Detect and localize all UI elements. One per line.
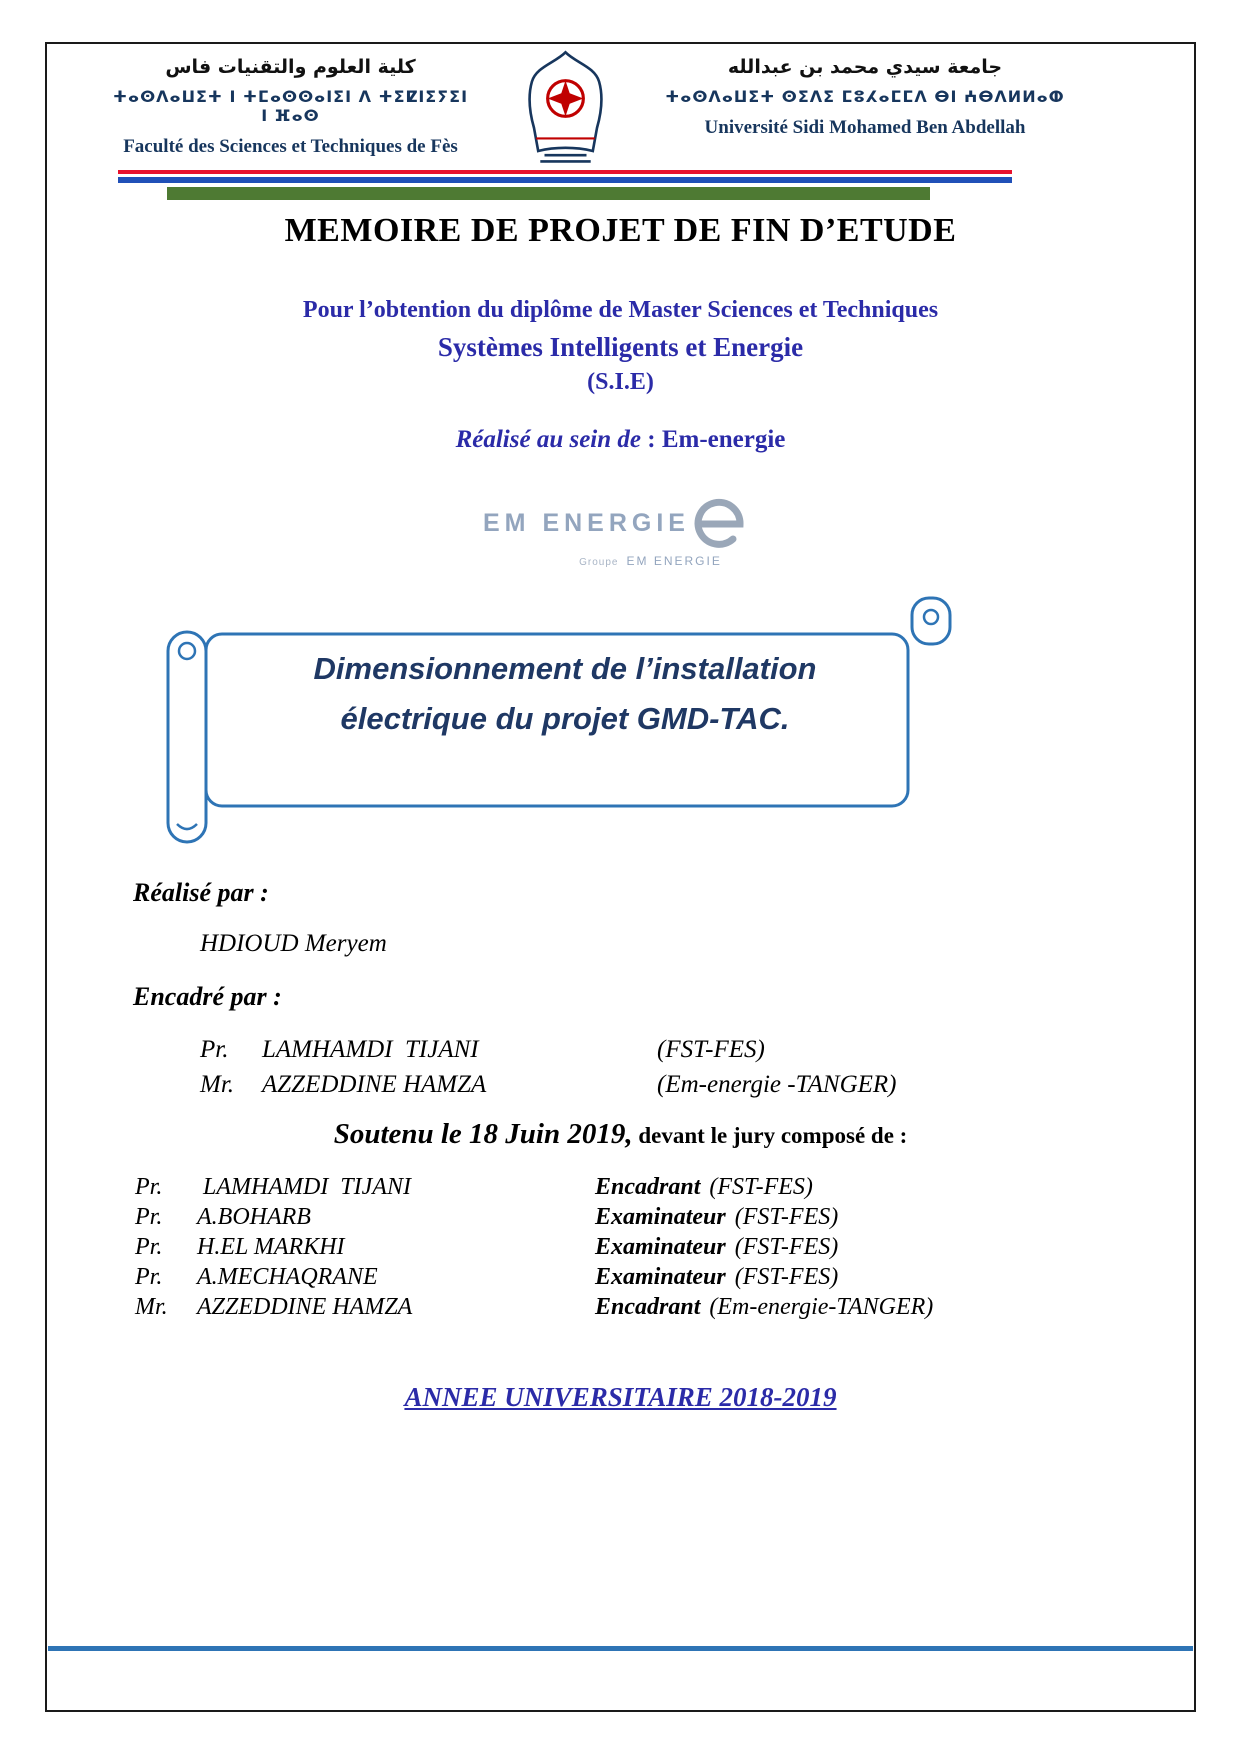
jury-list [135, 1172, 933, 1322]
jury-member-affiliation: (FST-FES) [734, 1204, 839, 1230]
supervisor-name: LAMHAMDI TIJANI [262, 1036, 479, 1063]
academic-year: ANNEE UNIVERSITAIRE 2018-2019 [404, 1382, 837, 1412]
defense-jury-text: devant le jury composé de : [632, 1123, 908, 1148]
degree-line-2: Systèmes Intelligents et Energie [437, 332, 804, 362]
jury-row [135, 1262, 933, 1292]
supervisor-row [200, 1032, 897, 1067]
red-rule [118, 170, 1012, 174]
project-title [220, 644, 910, 743]
em-energie-logo [0, 494, 1241, 568]
project-title-line-2: électrique du projet GMD-TAC. [340, 700, 790, 736]
footer-blue-rule [48, 1646, 1193, 1651]
jury-member-title: Pr. [135, 1264, 163, 1290]
jury-row [135, 1292, 933, 1322]
jury-member-name: LAMHAMDI TIJANI [197, 1174, 411, 1200]
encadre-par-label: Encadré par : [133, 982, 282, 1011]
university-seal-icon [513, 50, 618, 168]
university-arabic-name: جامعة سيدي محمد بن عبدالله [727, 56, 1003, 78]
title-banner [160, 592, 960, 854]
university-header-block [650, 56, 1080, 139]
faculty-french-name: Faculté des Sciences et Techniques de Fès [123, 136, 458, 157]
project-title-line-1: Dimensionnement de l’installation [313, 651, 817, 686]
jury-member-title: Pr. [135, 1204, 163, 1230]
faculty-tifinagh-name: ⵜⴰⵙⴷⴰⵡⵉⵜ ⵏ ⵜⵎⴰⵙⵙⴰⵏⵉⵏ ⴷ ⵜⵉⵇⵏⵉⵢⵉⵏ ⵏ ⴼⴰⵙ [112, 87, 469, 125]
defense-heading [0, 1118, 1241, 1151]
jury-member-name: H.EL MARKHI [197, 1234, 345, 1260]
supervisors-list [200, 1032, 897, 1102]
document-title: MEMOIRE DE PROJET DE FIN D’ETUDE [284, 212, 957, 249]
host-label: Réalisé au sein de [455, 426, 642, 453]
author-name: HDIOUD Meryem [200, 930, 387, 957]
supervisor-row [200, 1067, 897, 1102]
jury-member-affiliation: (FST-FES) [734, 1264, 839, 1290]
em-energie-logo-row [483, 494, 758, 552]
em-energie-group-prefix: Groupe [579, 557, 619, 568]
jury-member-title: Mr. [135, 1294, 168, 1320]
jury-member-title: Pr. [135, 1174, 163, 1200]
em-energie-logo-subtext [579, 554, 722, 568]
jury-member-title: Pr. [135, 1234, 163, 1260]
university-french-name: Université Sidi Mohamed Ben Abdellah [704, 117, 1026, 138]
jury-member-role: Encadrant [595, 1174, 701, 1200]
university-tifinagh-name: ⵜⴰⵙⴷⴰⵡⵉⵜ ⵙⵉⴷⵉ ⵎⵓⵃⴰⵎⵎⴷ ⴱⵏ ⵄⴱⴷⵍⵍⴰⵀ [665, 87, 1065, 106]
blue-rule [118, 177, 1012, 183]
jury-member-affiliation: (FST-FES) [709, 1174, 813, 1200]
degree-line-1: Pour l’obtention du diplôme de Master Sciences et Techniques [302, 297, 939, 323]
supervisor-affiliation: (Em-energie -TANGER) [657, 1071, 897, 1098]
jury-row [135, 1202, 933, 1232]
em-energie-swoosh-icon [692, 494, 758, 552]
host-company-line [0, 426, 1241, 454]
jury-member-role: Encadrant [595, 1294, 701, 1320]
faculty-arabic-name: كلية العلوم والتقنيات فاس [165, 56, 416, 78]
jury-member-name: AZZEDDINE HAMZA [197, 1294, 413, 1320]
jury-member-role: Examinateur [595, 1264, 726, 1290]
em-energie-logo-text: EM ENERGIE [483, 508, 690, 537]
jury-row [135, 1172, 933, 1202]
page-border-frame [45, 42, 1196, 1712]
green-rule [167, 187, 930, 200]
supervisor-title: Pr. [200, 1036, 229, 1063]
host-value: : Em-energie [641, 426, 786, 453]
jury-member-name: A.MECHAQRANE [197, 1264, 378, 1290]
jury-member-affiliation: (Em-energie-TANGER) [709, 1294, 934, 1320]
degree-line-3: (S.I.E) [587, 369, 654, 395]
jury-member-affiliation: (FST-FES) [734, 1234, 839, 1260]
jury-member-role: Examinateur [595, 1234, 726, 1260]
jury-member-name: A.BOHARB [197, 1204, 311, 1230]
university-seal-logo [513, 50, 618, 168]
em-energie-group-text: EM ENERGIE [626, 554, 722, 568]
supervisor-affiliation: (FST-FES) [657, 1036, 765, 1063]
realise-par-label: Réalisé par : [133, 878, 269, 907]
jury-row [135, 1232, 933, 1262]
supervisor-title: Mr. [200, 1071, 235, 1098]
faculty-header-block [108, 56, 473, 158]
jury-member-role: Examinateur [595, 1204, 726, 1230]
defense-date: Soutenu le 18 Juin 2019, [333, 1118, 633, 1150]
supervisor-name: AZZEDDINE HAMZA [262, 1071, 487, 1098]
